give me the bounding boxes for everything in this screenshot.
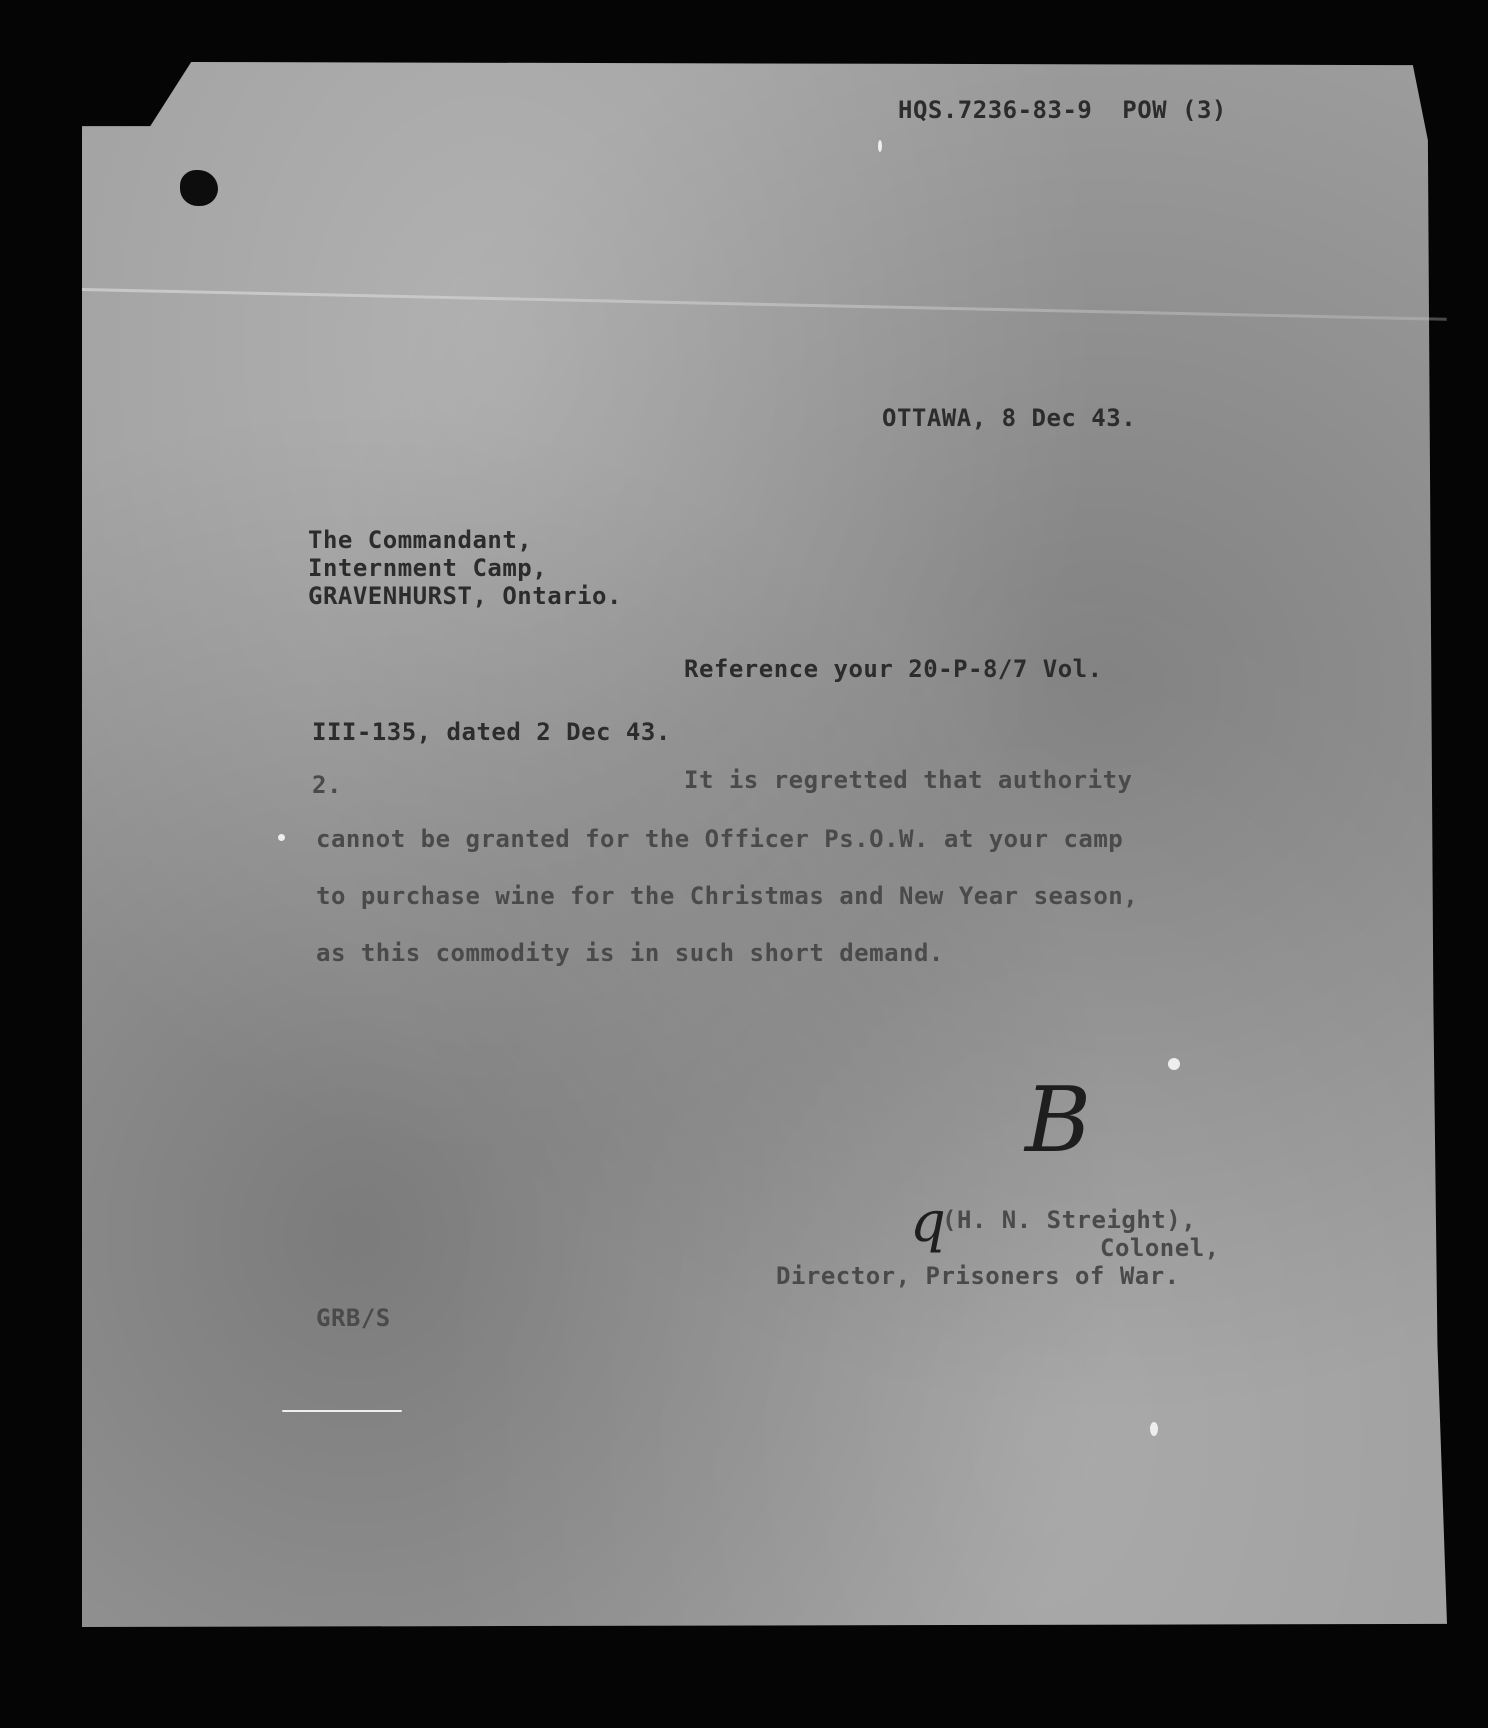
- scan-speck: [1168, 1058, 1180, 1070]
- signatory-title: Director, Prisoners of War.: [776, 1262, 1180, 1290]
- scan-speck: [878, 140, 882, 152]
- body-line-3: to purchase wine for the Christmas and New Year season,: [316, 882, 1139, 910]
- addressee-line-2: Internment Camp,: [308, 554, 548, 582]
- body-line-2: cannot be granted for the Officer Ps.O.W. at your camp: [316, 825, 1124, 853]
- addressee-line-3: GRAVENHURST, Ontario.: [308, 582, 622, 610]
- scan-speck: [1150, 1422, 1158, 1436]
- body-line-1: It is regretted that authority: [684, 766, 1133, 794]
- handwritten-prefix-mark: q: [910, 1190, 946, 1255]
- body-line-4: as this commodity is in such short demand.: [316, 939, 944, 967]
- signatory-name: (H. N. Streight),: [942, 1206, 1197, 1234]
- reference-line-1: Reference your 20-P-8/7 Vol.: [684, 655, 1103, 683]
- addressee-line-1: The Commandant,: [308, 526, 533, 554]
- scan-speck: [278, 834, 285, 841]
- signatory-rank: Colonel,: [1100, 1234, 1220, 1262]
- place-date: OTTAWA, 8 Dec 43.: [882, 404, 1137, 432]
- file-reference: HQS.7236-83-9 POW (3): [898, 96, 1227, 124]
- reference-line-2: III-135, dated 2 Dec 43.: [312, 718, 671, 746]
- punch-hole: [180, 170, 218, 206]
- handwritten-initial: B: [1025, 1068, 1092, 1173]
- scan-streak: [282, 1410, 402, 1412]
- paragraph-number: 2.: [312, 771, 342, 799]
- typist-reference: GRB/S: [316, 1304, 391, 1332]
